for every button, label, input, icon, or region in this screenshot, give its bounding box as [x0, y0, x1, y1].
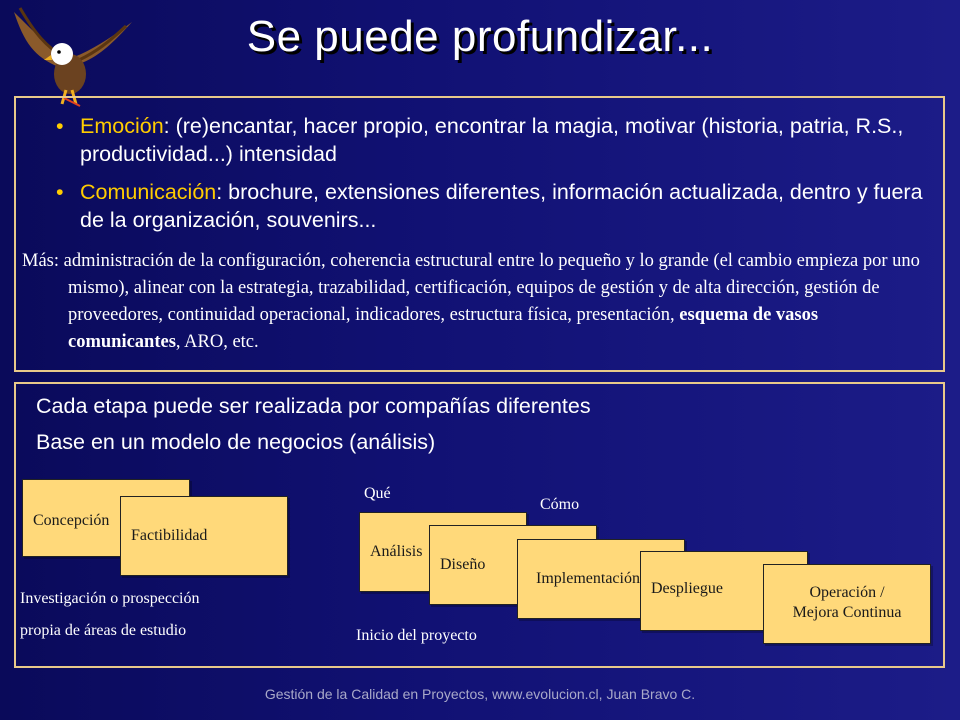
card-diseno: Diseño [429, 525, 597, 605]
card-despliegue: Despliegue [640, 551, 808, 631]
stages-line-1: Cada etapa puede ser realizada por compañías diferentes [36, 394, 591, 418]
bullet-icon: • [56, 180, 64, 204]
list-item-emocion [42, 112, 923, 168]
stages-line-2: Base en un modelo de negocios (análisis) [36, 430, 436, 454]
bullet-text: : (re)encantar, hacer propio, encontrar la magia, motivar (historia, patria, R.S., productividad...) intensidad [80, 114, 904, 166]
more-paragraph [22, 248, 933, 356]
footer-credit: Gestión de la Calidad en Proyectos, www.evolucion.cl, Juan Bravo C. [264, 686, 696, 702]
bullet-icon: • [56, 114, 64, 138]
more-text: Más: administración de la configuración, coherencia estructural entre lo pequeño y lo grande (el cambio empieza por uno mismo), alinear con la estrategia, trazabilidad, certificación, equipos de gestión y de alta dirección, gestión de proveedores, continuidad operacional, indicadores, estructura física, presentación, [22, 251, 920, 325]
bullet-key: Comunicación [80, 180, 217, 204]
card-concepcion: Concepción [22, 479, 190, 557]
card-implementacion: Implementación [517, 539, 685, 619]
card-operacion-line1: Operación / [809, 584, 885, 601]
more-bold: esquema de vasos comunicantes [68, 305, 819, 352]
label-que: Qué [364, 485, 391, 502]
investigacion-line-2: propia de áreas de estudio [20, 622, 187, 639]
page-title: Se puede profundizar... [246, 12, 714, 61]
card-factibilidad: Factibilidad [120, 496, 288, 576]
label-como: Cómo [540, 496, 580, 513]
investigacion-line-1: Investigación o prospección [20, 590, 200, 607]
card-analisis: Análisis [359, 512, 527, 592]
emotion-communication-box [14, 96, 945, 372]
card-operacion [763, 564, 931, 644]
more-tail: , ARO, etc. [175, 332, 259, 352]
bullet-list [42, 112, 923, 244]
card-operacion-line2: Mejora Continua [792, 604, 902, 621]
list-item-comunicacion [42, 178, 923, 234]
label-inicio-proyecto: Inicio del proyecto [356, 627, 477, 644]
bullet-text: : brochure, extensiones diferentes, información actualizada, dentro y fuera de la organización, souvenirs... [80, 180, 923, 232]
bullet-key: Emoción [80, 114, 164, 138]
